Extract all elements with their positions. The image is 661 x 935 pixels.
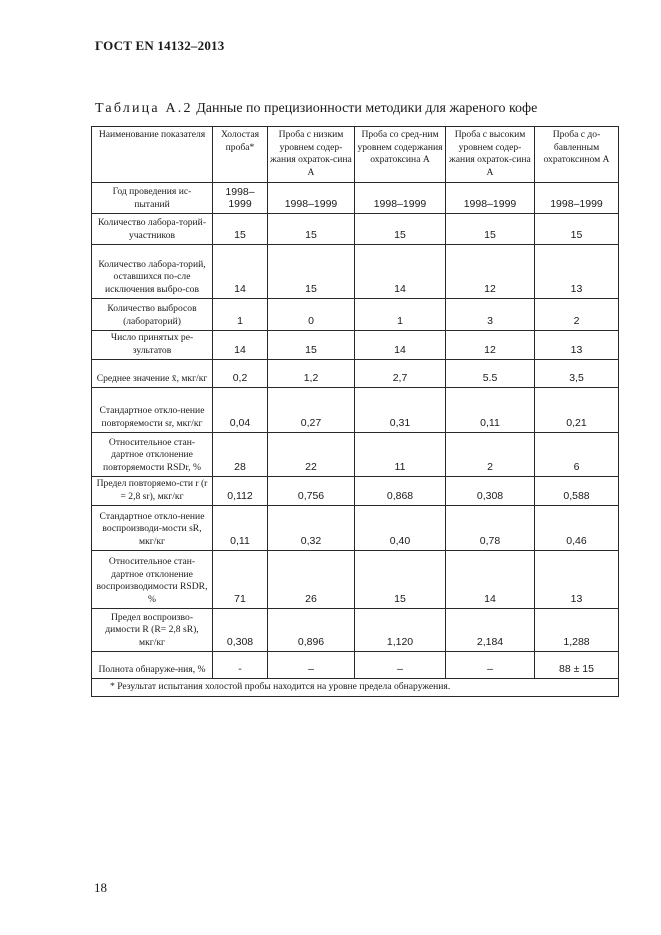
row-label: Относительное стан-дартное отклонение воспроизводимости RSDR, % (92, 551, 213, 609)
table-cell: 0,27 (268, 388, 355, 433)
table-cell: 13 (535, 331, 619, 360)
table-cell: 88 ± 15 (535, 652, 619, 679)
table-cell: 14 (213, 245, 268, 299)
row-label: Год проведения ис-пытаний (92, 183, 213, 214)
column-header: Холостая проба* (213, 127, 268, 183)
table-cell: 1,288 (535, 609, 619, 652)
table-cell: 26 (268, 551, 355, 609)
table-cell: 2,7 (355, 360, 446, 388)
row-label: Стандартное откло-нение повторяемости sr, мкг/кг (92, 388, 213, 433)
table-cell: 71 (213, 551, 268, 609)
table-cell: 15 (446, 214, 535, 245)
table-cell: 22 (268, 433, 355, 477)
row-label: Предел воспроизво-димости R (R= 2,8 sR), мкг/кг (92, 609, 213, 652)
table-cell: 13 (535, 551, 619, 609)
table-cell: 0,32 (268, 506, 355, 551)
table-cell: 3 (446, 299, 535, 331)
table-row (92, 652, 619, 679)
table-cell: 0,308 (213, 609, 268, 652)
row-label: Число принятых ре-зультатов (92, 331, 213, 360)
table-cell: 12 (446, 245, 535, 299)
table-cell: 0,868 (355, 477, 446, 506)
row-label: Количество лабора-торий-участников (92, 214, 213, 245)
table-row (92, 214, 619, 245)
table-cell: 0,31 (355, 388, 446, 433)
table-cell: 0,78 (446, 506, 535, 551)
table-cell: – (446, 652, 535, 679)
table-cell: 6 (535, 433, 619, 477)
column-header: Проба со сред-ним уровнем содержания охратоксина А (355, 127, 446, 183)
table-cell: 0,04 (213, 388, 268, 433)
table-row (92, 360, 619, 388)
table-cell: 1,120 (355, 609, 446, 652)
table-cell: 14 (446, 551, 535, 609)
table-cell: 0,40 (355, 506, 446, 551)
table-row (92, 477, 619, 506)
row-label: Количество лабора-торий, оставшихся по-сле исключения выбро-сов (92, 245, 213, 299)
table-cell: 15 (268, 245, 355, 299)
table-cell: 0,46 (535, 506, 619, 551)
table-cell: 1,2 (268, 360, 355, 388)
table-row (92, 551, 619, 609)
table-cell: 5.5 (446, 360, 535, 388)
column-header: Проба с высоким уровнем содер-жания охраток-сина А (446, 127, 535, 183)
table-cell: 15 (268, 214, 355, 245)
table-cell: – (355, 652, 446, 679)
table-row (92, 183, 619, 214)
table-cell: 15 (535, 214, 619, 245)
table-row (92, 299, 619, 331)
table-cell: 14 (355, 245, 446, 299)
table-cell: 3,5 (535, 360, 619, 388)
table-cell: 1 (355, 299, 446, 331)
table-title-text: Данные по прецизионности методики для жареного кофе (196, 101, 538, 116)
table-row (92, 331, 619, 360)
table-cell: 1998–1999 (355, 183, 446, 214)
table-row (92, 388, 619, 433)
table-cell: 15 (213, 214, 268, 245)
table-cell: 0,112 (213, 477, 268, 506)
table-cell: 11 (355, 433, 446, 477)
page-number: 18 (94, 880, 107, 895)
table-cell: 15 (355, 551, 446, 609)
table-cell: 0,2 (213, 360, 268, 388)
table-footnote: * Результат испытания холостой пробы находится на уровне предела обнаружения. (92, 679, 619, 697)
table-cell: 0,11 (213, 506, 268, 551)
table-row (92, 433, 619, 477)
table-title-label: Таблица А.2 (95, 101, 193, 116)
table-cell: 12 (446, 331, 535, 360)
precision-data-table (91, 126, 619, 697)
table-cell: 0 (268, 299, 355, 331)
table-cell: 2 (446, 433, 535, 477)
table-row (92, 245, 619, 299)
table-cell: 0,308 (446, 477, 535, 506)
table-cell: 2,184 (446, 609, 535, 652)
table-cell: 0,21 (535, 388, 619, 433)
row-label: Стандартное откло-нение воспроизводи-мости sR, мкг/кг (92, 506, 213, 551)
table-cell: – (268, 652, 355, 679)
table-cell: 2 (535, 299, 619, 331)
table-cell: 1998–1999 (446, 183, 535, 214)
table-cell: 0,896 (268, 609, 355, 652)
table-cell: 13 (535, 245, 619, 299)
table-cell: 15 (268, 331, 355, 360)
table-footnote-row (92, 679, 619, 697)
table-cell: - (213, 652, 268, 679)
table-cell: 1 (213, 299, 268, 331)
row-label: Относительное стан-дартное отклонение повторяемости RSDr, % (92, 433, 213, 477)
table-cell: 1998–1999 (213, 183, 268, 214)
table-cell: 0,588 (535, 477, 619, 506)
table-cell: 0,11 (446, 388, 535, 433)
row-label: Предел повторяемо-сти r (r = 2,8 sr), мкг/кг (92, 477, 213, 506)
table-row (92, 609, 619, 652)
row-label: Среднее значение x̄, мкг/кг (92, 360, 213, 388)
row-label: Количество выбросов (лабораторий) (92, 299, 213, 331)
table-cell: 0,756 (268, 477, 355, 506)
table-cell: 28 (213, 433, 268, 477)
table-cell: 15 (355, 214, 446, 245)
table-cell: 1998–1999 (268, 183, 355, 214)
table-row (92, 506, 619, 551)
column-header: Наименование показателя (92, 127, 213, 183)
table-cell: 14 (213, 331, 268, 360)
table-cell: 14 (355, 331, 446, 360)
row-label: Полнота обнаруже-ния, % (92, 652, 213, 679)
table-title (95, 101, 617, 117)
table-header-row (92, 127, 619, 183)
column-header: Проба с низким уровнем содер-жания охраток-сина А (268, 127, 355, 183)
document-header: ГОСТ EN 14132–2013 (95, 38, 225, 53)
column-header: Проба с до-бавленным охратоксином А (535, 127, 619, 183)
table-cell: 1998–1999 (535, 183, 619, 214)
